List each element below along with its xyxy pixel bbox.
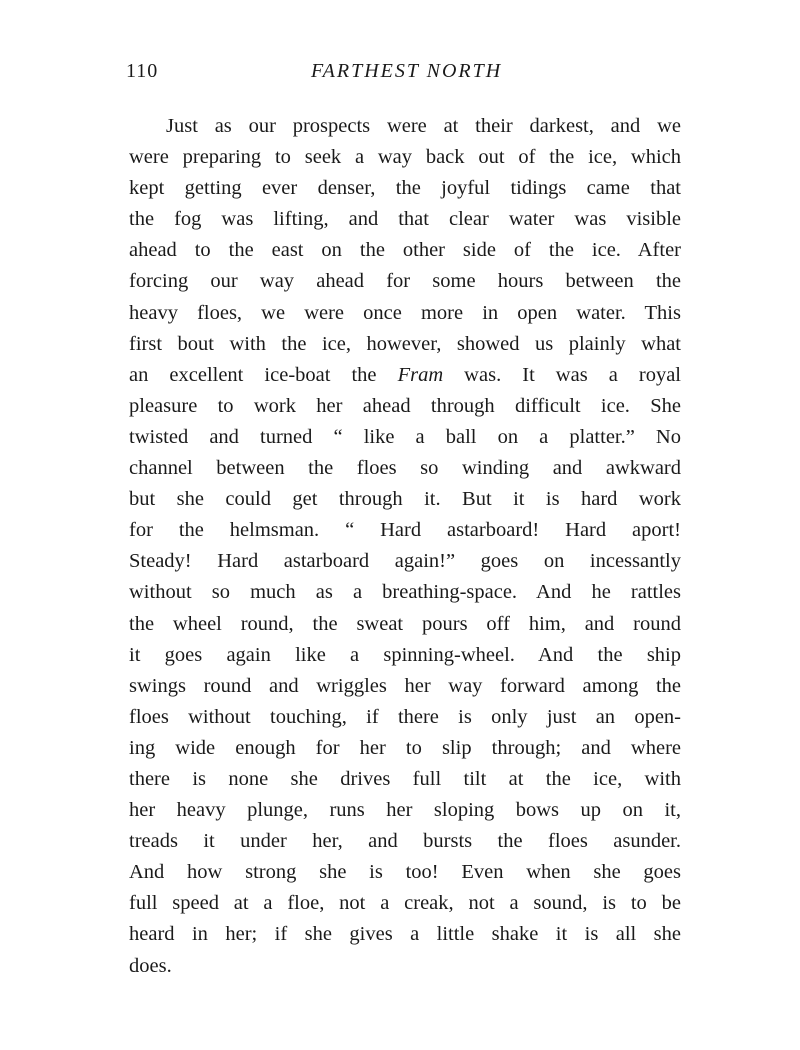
text-line-6: forcing our way ahead for some hours between the — [129, 270, 681, 293]
text-line-23: her heavy plunge, runs her sloping bows up on it, — [129, 799, 681, 822]
text-line-5: ahead to the east on the other side of the ice. After — [129, 239, 681, 262]
text-line-12: channel between the floes so winding and awkward — [129, 457, 681, 480]
text-line-16: without so much as a breathing-space. And he rattles — [129, 581, 681, 604]
text-line-27: heard in her; if she gives a little shake it is all she — [129, 923, 681, 946]
running-head: FARTHEST NORTH — [311, 60, 503, 82]
text-line-14: for the helmsman. “ Hard astarboard! Hard aport! — [129, 519, 681, 542]
text-line-3: kept getting ever denser, the joyful tidings came that — [129, 177, 681, 200]
text-line-18: it goes again like a spinning-wheel. And the ship — [129, 643, 681, 666]
text-line-25: And how strong she is too! Even when she goes — [129, 861, 681, 884]
text-line-4: the fog was lifting, and that clear water was visible — [129, 208, 681, 231]
text-line-22: there is none she drives full tilt at the ice, with — [129, 767, 681, 790]
text-line-26: full speed at a floe, not a creak, not a sound, is to be — [129, 892, 681, 915]
text-line-15: Steady! Hard astarboard again!” goes on incessantly — [129, 550, 681, 573]
text-line-2: were preparing to seek a way back out of the ice, which — [129, 146, 681, 169]
ship-name-italic: Fram — [397, 363, 444, 386]
text-line-21: ing wide enough for her to slip through; and where — [129, 736, 681, 759]
text-line-10: pleasure to work her ahead through difficult ice. She — [129, 394, 681, 417]
text-line-8: first bout with the ice, however, showed us plainly what — [129, 332, 681, 355]
page-number: 110 — [126, 60, 159, 82]
text-line-7: heavy floes, we were once more in open water. This — [129, 301, 681, 324]
body-paragraph — [129, 111, 681, 982]
text-line-28: does. — [129, 954, 172, 977]
text-line-9 — [129, 360, 681, 391]
text-line-24: treads it under her, and bursts the floes asunder. — [129, 830, 681, 853]
page-header — [126, 60, 686, 88]
text-line-9-before: an excellent ice-boat the — [129, 363, 398, 386]
text-line-9-after: was. It was a royal — [443, 363, 681, 386]
text-line-11: twisted and turned “ like a ball on a platter.” No — [129, 425, 681, 448]
text-line-17: the wheel round, the sweat pours off him, and round — [129, 612, 681, 635]
text-line-13: but she could get through it. But it is hard work — [129, 488, 681, 511]
text-line-1: Just as our prospects were at their darkest, and we — [166, 115, 681, 137]
text-line-20: floes without touching, if there is only just an open- — [129, 705, 681, 728]
text-line-19: swings round and wriggles her way forward among the — [129, 674, 681, 697]
